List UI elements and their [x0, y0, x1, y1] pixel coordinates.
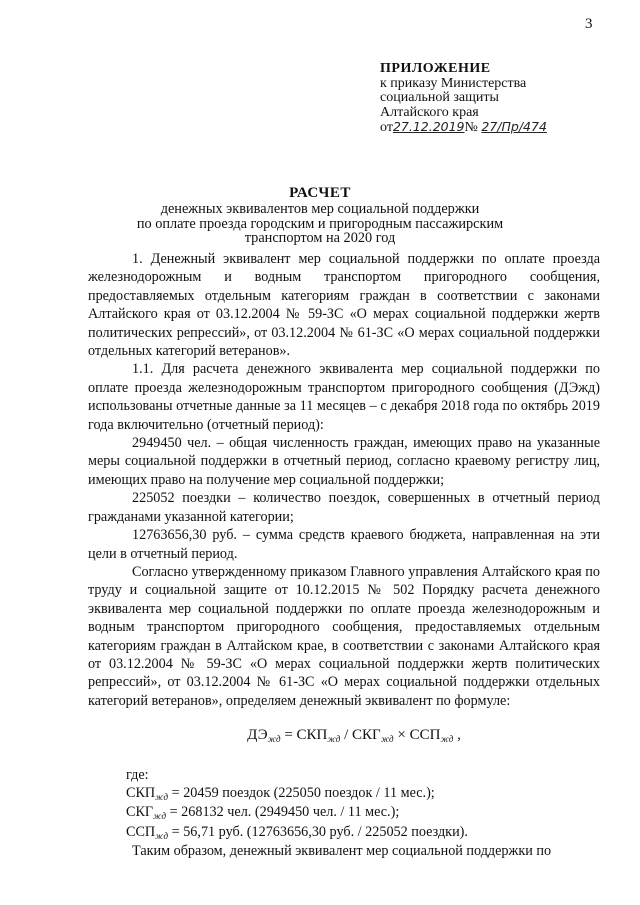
definition-text: = 20459 поездок (225050 поездок / 11 мес.); [168, 784, 435, 801]
formula-term: СКГ [352, 727, 381, 744]
appendix-line: к приказу Министерства [380, 75, 527, 91]
paragraph: Таким образом, денежный эквивалент мер социальной поддержки по [132, 843, 552, 860]
formula-subscript: жд [267, 734, 281, 745]
definitions [88, 766, 600, 843]
appendix-title: ПРИЛОЖЕНИЕ [380, 61, 491, 76]
formula-operator: × [393, 727, 410, 744]
subtitle-line: по оплате проезда городским и пригородным пассажирским [136, 215, 504, 232]
definition-symbol: СКГ [126, 804, 154, 821]
definition [126, 803, 600, 822]
definition-text: = 56,71 руб. (12763656,30 руб. / 225052 поездки). [168, 823, 468, 840]
page-number: 3 [585, 16, 593, 32]
document-body [88, 250, 600, 861]
definition-text: = 268132 чел. (2949450 чел. / 11 мес.); [166, 804, 400, 821]
formula-term: ССП [409, 727, 441, 744]
definition-symbol: ССП [126, 823, 156, 840]
document-subtitle [0, 202, 640, 246]
paragraph: 1.1. Для расчета денежного эквивалента мер социальной поддержки по оплате проезда железнодорожным транспортом пригородного сообщения (ДЭжд) использованы отчетные данные за 11 месяцев – с декабря 2018 года по октябрь 2019 года включительно (отчетный период): [88, 361, 600, 433]
formula-term: ДЭ [247, 727, 268, 744]
formula-subscript: жд [380, 734, 394, 745]
appendix-line: социальной защиты [380, 90, 499, 105]
handwritten-date: 27.12.2019 [392, 119, 465, 134]
paragraph: Согласно утвержденному приказом Главного управления Алтайского края по труду и социальной защите от 10.12.2015 № 502 Порядку расчета денежного эквивалента мер социальной поддержки по оплате проезда железнодорожным и водным транспортом пригородного сообщения, предоставляемых отдельным категориям граждан в Алтайском крае, в соответствии с законами Алтайского края от 03.12.2004 № 59-ЗС «О мерах социальной поддержки жертв политических репрессий», от 03.12.2004 № 61-ЗС «О мерах социальной поддержки отдельных категорий ветеранов», определяем денежный эквивалент по формуле: [88, 563, 600, 709]
formula-operator: , [453, 727, 461, 744]
subtitle-line: денежных эквивалентов мер социальной поддержки [160, 201, 480, 217]
definition [126, 823, 600, 842]
definition-subscript: жд [155, 791, 169, 802]
formula-subscript: жд [327, 734, 341, 745]
paragraph: 225052 поездки – количество поездок, совершенных в отчетный период гражданами указанной категории; [88, 490, 600, 525]
formula-subscript: жд [440, 734, 454, 745]
appendix-line: Алтайского края [380, 104, 479, 120]
formula-operator: / [340, 727, 352, 744]
where-label: где: [126, 766, 149, 783]
appendix-dateline [380, 120, 630, 136]
appendix-block [380, 62, 630, 136]
document-title: РАСЧЕТ [289, 185, 351, 201]
definition-symbol: СКП [126, 784, 156, 801]
paragraph: 2949450 чел. – общая численность граждан, имеющих право на указанные меры социальной поддержки в отчетный период, согласно краевому регистру лиц, имеющих право на получение мер социальной поддержки; [88, 435, 600, 488]
subtitle-line: транспортом на 2020 год [244, 230, 396, 246]
definition-subscript: жд [153, 811, 167, 822]
formula-term: СКП [296, 727, 328, 744]
definition-subscript: жд [155, 830, 169, 841]
date-prefix: от [380, 120, 393, 135]
paragraph: 12763656,30 руб. – сумма средств краевого бюджета, направленная на эти цели в отчетный период. [88, 527, 600, 562]
formula [88, 726, 600, 745]
number-prefix: № [464, 120, 478, 135]
handwritten-number: 27/Пр/474 [481, 119, 547, 134]
definition [126, 784, 600, 803]
paragraph: 1. Денежный эквивалент мер социальной поддержки по оплате проезда железнодорожным и водным транспортом пригородного сообщения, предоставляемых отдельным категориям граждан в соответствии с законами Алтайского края от 03.12.2004 № 59-ЗС «О мерах социальной поддержки жертв политических репрессий», от 03.12.2004 № 61-ЗС «О мерах социальной поддержки отдельных категорий ветеранов». [88, 251, 600, 360]
formula-operator: = [280, 727, 297, 744]
